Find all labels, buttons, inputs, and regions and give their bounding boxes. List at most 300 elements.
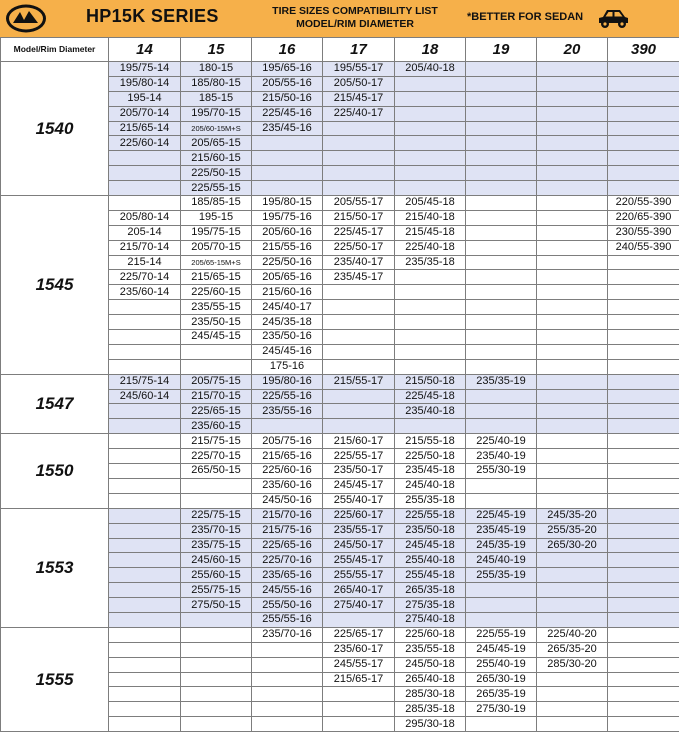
tire-size-cell: 185/80-15	[181, 76, 252, 91]
tire-size-cell: 205/60-15M+S	[181, 121, 252, 136]
tire-size-cell: 255/55-17	[323, 568, 395, 583]
tire-size-cell: 255/50-16	[252, 598, 323, 613]
tire-size-cell	[537, 315, 608, 330]
tire-size-cell: 195/65-16	[252, 62, 323, 77]
tire-size-cell: 245/50-18	[395, 657, 466, 672]
tire-size-cell	[608, 315, 679, 330]
tire-size-cell	[109, 657, 181, 672]
tire-size-cell	[608, 255, 679, 270]
tire-size-cell	[537, 434, 608, 449]
tire-size-cell	[608, 612, 679, 627]
tire-size-cell: 235/45-16	[252, 121, 323, 136]
tire-size-cell: 215/50-18	[395, 374, 466, 389]
tire-size-cell: 225/70-16	[252, 553, 323, 568]
table-row	[1, 508, 679, 523]
tire-size-cell: 225/50-16	[252, 255, 323, 270]
tire-size-cell: 235/55-17	[323, 523, 395, 538]
tire-size-cell: 255/45-17	[323, 553, 395, 568]
tire-size-cell: 205/70-15	[181, 240, 252, 255]
tire-size-cell: 225/60-16	[252, 464, 323, 479]
tire-size-cell: 215/50-16	[252, 91, 323, 106]
tire-size-cell	[109, 672, 181, 687]
tire-size-cell	[109, 583, 181, 598]
diameter-header: 19	[466, 38, 537, 62]
tire-size-cell	[608, 121, 679, 136]
tire-size-cell	[109, 181, 181, 196]
tire-size-cell	[109, 612, 181, 627]
tire-size-cell: 275/30-19	[466, 702, 537, 717]
tire-size-cell: 215/60-16	[252, 285, 323, 300]
table-body	[1, 62, 679, 732]
tire-size-cell	[466, 478, 537, 493]
tire-size-cell: 185-15	[181, 91, 252, 106]
tire-size-cell	[608, 538, 679, 553]
tire-size-cell	[466, 210, 537, 225]
tire-size-cell: 205/65-15	[181, 136, 252, 151]
model-label: 1553	[1, 508, 109, 627]
tire-size-cell	[395, 136, 466, 151]
tire-size-cell	[608, 91, 679, 106]
tire-size-cell: 245/60-15	[181, 553, 252, 568]
tire-size-cell	[395, 121, 466, 136]
tire-size-cell	[109, 330, 181, 345]
tire-size-cell: 225/55-19	[466, 627, 537, 642]
tire-size-cell	[466, 196, 537, 211]
diameter-header: 16	[252, 38, 323, 62]
tire-size-cell	[537, 300, 608, 315]
tire-size-cell	[608, 270, 679, 285]
tire-size-cell	[608, 181, 679, 196]
model-label: 1545	[1, 196, 109, 375]
tire-size-cell: 235/40-18	[395, 404, 466, 419]
tire-size-cell	[323, 285, 395, 300]
tire-size-cell: 175-16	[252, 359, 323, 374]
tire-size-cell: 225/40-20	[537, 627, 608, 642]
tire-size-cell	[608, 419, 679, 434]
tire-size-cell	[323, 389, 395, 404]
sedan-note: *BETTER FOR SEDAN	[467, 11, 584, 23]
tire-size-cell	[109, 717, 181, 732]
tire-size-cell	[252, 419, 323, 434]
tire-size-cell: 255/30-19	[466, 464, 537, 479]
tire-size-cell	[323, 612, 395, 627]
tire-size-cell	[323, 717, 395, 732]
tire-size-cell	[466, 583, 537, 598]
tire-size-cell: 245/45-18	[395, 538, 466, 553]
tire-size-cell	[466, 315, 537, 330]
tire-size-cell	[109, 315, 181, 330]
tire-size-cell	[537, 374, 608, 389]
tire-size-cell	[466, 419, 537, 434]
tire-size-cell: 205/70-14	[109, 106, 181, 121]
tire-size-cell: 245/45-17	[323, 478, 395, 493]
tire-size-cell	[537, 389, 608, 404]
model-label: 1555	[1, 627, 109, 731]
diameter-header: 18	[395, 38, 466, 62]
tire-size-cell: 245/60-14	[109, 389, 181, 404]
tire-size-cell	[537, 359, 608, 374]
tire-size-cell: 275/35-18	[395, 598, 466, 613]
tire-size-cell	[323, 181, 395, 196]
model-label: 1540	[1, 62, 109, 196]
tire-size-cell	[252, 657, 323, 672]
tire-size-cell	[537, 612, 608, 627]
tire-size-cell	[323, 166, 395, 181]
tire-size-cell	[466, 612, 537, 627]
tire-size-cell: 205/40-18	[395, 62, 466, 77]
tire-size-cell: 225/55-16	[252, 389, 323, 404]
tire-size-cell: 285/35-18	[395, 702, 466, 717]
tire-size-cell	[537, 210, 608, 225]
diameter-header: 20	[537, 38, 608, 62]
tire-size-cell: 225/55-17	[323, 449, 395, 464]
tire-size-cell: 215/75-15	[181, 434, 252, 449]
tire-size-cell: 225/45-18	[395, 389, 466, 404]
tire-size-cell	[608, 583, 679, 598]
tire-size-cell	[395, 270, 466, 285]
tire-size-cell: 255/40-17	[323, 493, 395, 508]
tire-size-cell: 215/65-14	[109, 121, 181, 136]
tire-size-cell	[537, 76, 608, 91]
tire-size-cell	[109, 166, 181, 181]
tire-size-cell	[466, 62, 537, 77]
tire-size-cell: 265/50-15	[181, 464, 252, 479]
tire-size-cell	[608, 389, 679, 404]
tire-size-cell	[537, 106, 608, 121]
subtitle-line-2: MODEL/RIM DIAMETER	[296, 18, 414, 30]
tire-size-cell: 225/65-17	[323, 627, 395, 642]
tire-size-cell	[323, 151, 395, 166]
tire-size-cell	[608, 702, 679, 717]
tire-size-cell: 220/65-390	[608, 210, 679, 225]
tire-size-cell	[395, 76, 466, 91]
tire-size-cell	[537, 478, 608, 493]
tire-size-cell	[608, 62, 679, 77]
tire-size-cell: 225/65-16	[252, 538, 323, 553]
tire-size-cell: 215/55-18	[395, 434, 466, 449]
tire-size-cell	[608, 136, 679, 151]
tire-size-cell: 245/55-16	[252, 583, 323, 598]
tire-size-cell	[323, 419, 395, 434]
tire-size-cell	[608, 166, 679, 181]
tire-size-cell	[323, 404, 395, 419]
tire-size-cell	[252, 151, 323, 166]
tire-size-cell: 235/50-16	[252, 330, 323, 345]
table-row	[1, 196, 679, 211]
tire-size-cell: 205/55-17	[323, 196, 395, 211]
tire-size-cell	[181, 702, 252, 717]
tire-size-cell: 255/35-20	[537, 523, 608, 538]
header-row	[1, 38, 679, 62]
tire-size-cell: 235/60-16	[252, 478, 323, 493]
tire-size-cell: 245/40-18	[395, 478, 466, 493]
tire-size-cell	[608, 687, 679, 702]
tire-size-cell: 215/75-14	[109, 374, 181, 389]
header-bar	[0, 0, 679, 37]
brand-logo-icon	[4, 2, 48, 35]
tire-size-cell	[466, 330, 537, 345]
tire-size-cell: 275/50-15	[181, 598, 252, 613]
tire-size-cell: 215/65-15	[181, 270, 252, 285]
subtitle-line-1: TIRE SIZES COMPATIBILITY LIST	[272, 5, 438, 17]
tire-size-cell	[466, 404, 537, 419]
tire-size-cell: 225/45-17	[323, 225, 395, 240]
tire-size-cell	[537, 255, 608, 270]
tire-size-cell: 235/65-16	[252, 568, 323, 583]
tire-size-cell: 235/60-17	[323, 642, 395, 657]
tire-size-cell	[323, 315, 395, 330]
tire-size-cell	[537, 553, 608, 568]
tire-size-cell	[608, 106, 679, 121]
tire-size-cell: 225/60-14	[109, 136, 181, 151]
tire-size-cell	[537, 568, 608, 583]
table-row	[1, 62, 679, 77]
tire-size-cell	[466, 270, 537, 285]
tire-size-cell	[466, 493, 537, 508]
tire-size-cell: 225/40-18	[395, 240, 466, 255]
tire-size-cell	[109, 538, 181, 553]
tire-size-cell	[109, 553, 181, 568]
car-icon	[595, 6, 631, 30]
tire-size-cell: 225/50-15	[181, 166, 252, 181]
tire-size-cell: 195/55-17	[323, 62, 395, 77]
tire-size-cell	[395, 330, 466, 345]
tire-size-cell: 215/65-17	[323, 672, 395, 687]
tire-size-cell	[608, 598, 679, 613]
tire-size-cell	[537, 196, 608, 211]
tire-size-cell	[395, 419, 466, 434]
tire-size-cell: 235/60-15	[181, 419, 252, 434]
tire-size-cell: 275/40-18	[395, 612, 466, 627]
tire-size-cell: 235/35-18	[395, 255, 466, 270]
tire-size-cell: 225/75-15	[181, 508, 252, 523]
tire-size-cell	[537, 330, 608, 345]
tire-size-cell: 265/35-18	[395, 583, 466, 598]
tire-size-cell	[537, 344, 608, 359]
tire-size-cell: 255/60-15	[181, 568, 252, 583]
tire-size-cell	[466, 106, 537, 121]
tire-size-cell	[608, 434, 679, 449]
diameter-header: 14	[109, 38, 181, 62]
tire-size-cell	[537, 181, 608, 196]
tire-size-cell: 255/40-18	[395, 553, 466, 568]
tire-size-cell: 235/45-19	[466, 523, 537, 538]
tire-size-cell: 235/60-14	[109, 285, 181, 300]
tire-size-cell	[323, 300, 395, 315]
tire-size-cell: 215/50-17	[323, 210, 395, 225]
tire-size-cell	[252, 672, 323, 687]
tire-size-cell: 225/45-16	[252, 106, 323, 121]
tire-size-cell	[537, 449, 608, 464]
tire-size-cell	[395, 181, 466, 196]
tire-size-cell: 235/45-18	[395, 464, 466, 479]
tire-size-cell: 195-15	[181, 210, 252, 225]
tire-size-cell: 245/45-19	[466, 642, 537, 657]
tire-size-cell: 245/40-19	[466, 553, 537, 568]
tire-size-cell	[466, 121, 537, 136]
tire-size-cell	[395, 106, 466, 121]
tire-size-cell	[109, 196, 181, 211]
tire-size-cell	[466, 389, 537, 404]
tire-size-cell	[608, 627, 679, 642]
tire-size-cell: 265/30-20	[537, 538, 608, 553]
tire-size-cell	[537, 166, 608, 181]
tire-size-cell	[608, 330, 679, 345]
tire-size-cell: 235/45-17	[323, 270, 395, 285]
tire-size-cell: 235/50-18	[395, 523, 466, 538]
tire-size-cell: 225/65-15	[181, 404, 252, 419]
tire-size-cell: 285/30-18	[395, 687, 466, 702]
tire-size-cell: 235/35-19	[466, 374, 537, 389]
tire-size-cell	[323, 330, 395, 345]
tire-size-cell	[608, 344, 679, 359]
tire-size-cell: 225/45-19	[466, 508, 537, 523]
tire-size-cell	[109, 419, 181, 434]
diameter-header: 17	[323, 38, 395, 62]
tire-size-cell	[537, 464, 608, 479]
tire-size-cell	[181, 359, 252, 374]
tire-size-cell: 215/70-14	[109, 240, 181, 255]
diameter-header: 15	[181, 38, 252, 62]
tire-size-cell	[323, 136, 395, 151]
tire-size-cell	[252, 166, 323, 181]
tire-size-cell	[109, 493, 181, 508]
tire-size-cell	[537, 225, 608, 240]
tire-size-cell	[537, 62, 608, 77]
tire-size-cell: 245/40-17	[252, 300, 323, 315]
tire-size-cell: 240/55-390	[608, 240, 679, 255]
tire-size-cell	[537, 702, 608, 717]
tire-size-cell	[109, 523, 181, 538]
tire-size-cell: 215/55-17	[323, 374, 395, 389]
tire-size-cell	[109, 598, 181, 613]
tire-size-cell	[466, 76, 537, 91]
model-label: 1547	[1, 374, 109, 434]
tire-size-cell: 215/60-17	[323, 434, 395, 449]
tire-size-cell: 245/45-16	[252, 344, 323, 359]
table-row	[1, 434, 679, 449]
tire-size-cell: 205/50-17	[323, 76, 395, 91]
tire-size-cell	[608, 672, 679, 687]
tire-size-cell	[466, 166, 537, 181]
tire-size-cell	[608, 657, 679, 672]
tire-size-cell	[466, 359, 537, 374]
tire-size-cell: 265/40-17	[323, 583, 395, 598]
compatibility-table	[0, 37, 679, 732]
tire-size-cell	[395, 285, 466, 300]
tire-size-cell: 195/80-15	[252, 196, 323, 211]
tire-size-cell	[109, 568, 181, 583]
tire-size-cell: 235/70-16	[252, 627, 323, 642]
tire-size-cell	[537, 493, 608, 508]
tire-size-cell	[395, 151, 466, 166]
tire-size-cell	[181, 627, 252, 642]
tire-size-cell	[608, 285, 679, 300]
tire-size-cell: 215/40-18	[395, 210, 466, 225]
tire-size-cell	[466, 285, 537, 300]
tire-size-cell: 225/60-17	[323, 508, 395, 523]
tire-size-cell: 235/40-19	[466, 449, 537, 464]
tire-size-cell: 295/30-18	[395, 717, 466, 732]
tire-size-cell: 215-14	[109, 255, 181, 270]
tire-size-cell	[181, 642, 252, 657]
tire-size-cell: 225/60-15	[181, 285, 252, 300]
tire-size-cell	[395, 359, 466, 374]
tire-size-cell: 225/40-19	[466, 434, 537, 449]
tire-size-cell: 205-14	[109, 225, 181, 240]
tire-size-cell: 235/50-15	[181, 315, 252, 330]
tire-size-cell: 205/75-16	[252, 434, 323, 449]
tire-size-cell	[466, 717, 537, 732]
tire-size-cell: 205/45-18	[395, 196, 466, 211]
tire-size-cell	[537, 419, 608, 434]
tire-size-cell	[109, 464, 181, 479]
tire-size-cell: 225/55-15	[181, 181, 252, 196]
tire-size-cell	[395, 166, 466, 181]
tire-size-cell	[466, 300, 537, 315]
tire-size-cell: 235/70-15	[181, 523, 252, 538]
tire-size-cell	[323, 121, 395, 136]
tire-size-cell	[181, 672, 252, 687]
tire-size-cell	[466, 598, 537, 613]
tire-size-cell: 195-14	[109, 91, 181, 106]
tire-size-cell: 235/55-16	[252, 404, 323, 419]
tire-size-cell: 220/55-390	[608, 196, 679, 211]
tire-size-cell	[323, 344, 395, 359]
tire-size-cell: 205/75-15	[181, 374, 252, 389]
tire-size-cell	[608, 717, 679, 732]
tire-size-cell	[608, 478, 679, 493]
tire-size-cell: 225/40-17	[323, 106, 395, 121]
tire-size-cell	[608, 76, 679, 91]
tire-size-cell	[323, 702, 395, 717]
tire-size-cell: 265/30-19	[466, 672, 537, 687]
tire-size-cell	[537, 270, 608, 285]
tire-size-cell	[466, 151, 537, 166]
tire-size-cell: 285/30-20	[537, 657, 608, 672]
tire-size-cell	[466, 255, 537, 270]
tire-size-cell	[608, 464, 679, 479]
tire-size-cell	[109, 642, 181, 657]
tire-size-cell	[395, 315, 466, 330]
diameter-header: 390	[608, 38, 679, 62]
tire-size-cell	[537, 121, 608, 136]
tire-size-cell	[537, 91, 608, 106]
tire-size-cell	[608, 523, 679, 538]
tire-size-cell	[323, 687, 395, 702]
tire-size-cell	[608, 374, 679, 389]
tire-size-cell	[466, 91, 537, 106]
tire-size-cell: 255/35-19	[466, 568, 537, 583]
tire-size-cell	[608, 553, 679, 568]
tire-size-cell	[323, 359, 395, 374]
tire-size-cell	[252, 717, 323, 732]
tire-size-cell: 275/40-17	[323, 598, 395, 613]
tire-size-cell: 235/55-18	[395, 642, 466, 657]
tire-size-cell: 245/50-16	[252, 493, 323, 508]
tire-size-cell: 265/35-20	[537, 642, 608, 657]
tire-size-cell: 195/80-16	[252, 374, 323, 389]
tire-size-cell	[109, 508, 181, 523]
tire-size-cell	[109, 344, 181, 359]
tire-size-cell	[181, 687, 252, 702]
tire-size-cell	[537, 672, 608, 687]
tire-size-cell: 235/40-17	[323, 255, 395, 270]
tire-size-cell: 215/65-16	[252, 449, 323, 464]
tire-size-cell	[466, 136, 537, 151]
tire-size-cell	[466, 344, 537, 359]
tire-size-cell	[109, 151, 181, 166]
